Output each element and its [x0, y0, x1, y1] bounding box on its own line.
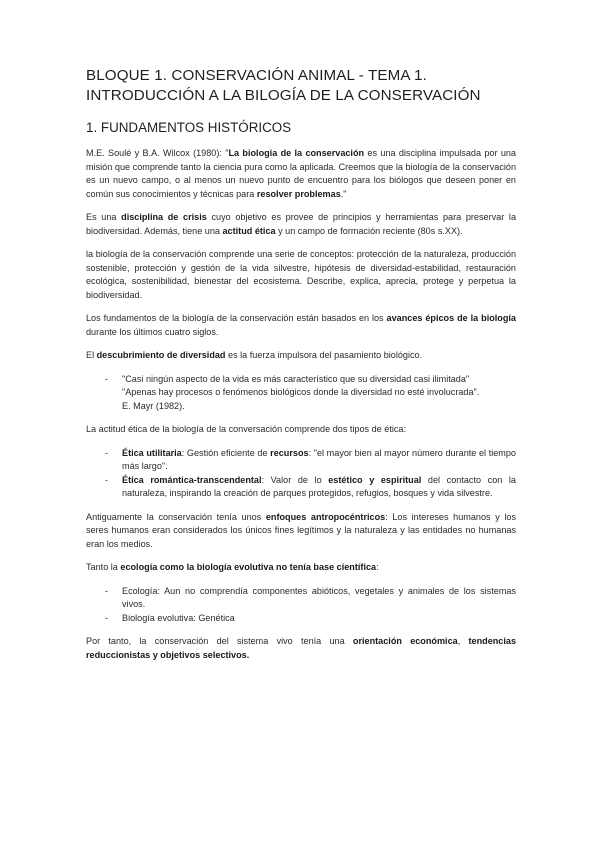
- text-span: del contacto con la naturaleza, inspirando la creación de parques protegidos, refugios, bosques y vida silvestre.: [122, 474, 516, 498]
- bold-term: Ética utilitaria: [122, 447, 182, 458]
- paragraph-concepts: la biología de la conservación comprende una serie de conceptos: protección de la naturaleza, producción sostenible, protección y gestión de la vida silvestre, hipótesis de diversidad-estabilidad, restauración ecológica, sostenibilidad, bienestar del ecosistema. Describe, explica, aprecia, protege y perpetua la biodiversidad.: [86, 249, 516, 300]
- text-span: Por tanto, la conservación del sistema vivo tenía una: [86, 636, 353, 646]
- document-title: BLOQUE 1. CONSERVACIÓN ANIMAL - TEMA 1. INTRODUCCIÓN A LA BILOGÍA DE LA CONSERVACIÓN: [86, 67, 481, 104]
- text-span: M.E. Soulé y B.A. Wilcox (1980): ": [86, 148, 229, 158]
- mayr-quote: [86, 373, 516, 414]
- list-item: [86, 474, 516, 501]
- bold-term: Ética romántica-transcendental: [122, 474, 262, 485]
- paragraph-science-base: [86, 561, 516, 575]
- bold-term: disciplina de crisis: [121, 212, 207, 222]
- quote-attribution: E. Mayr (1982).: [122, 400, 185, 411]
- text-span: ,: [457, 636, 469, 646]
- text-span: Biología evolutiva: Genética: [122, 612, 235, 623]
- dash-bullet: -: [105, 585, 109, 596]
- text-span: Los fundamentos de la biología de la conservación están basados en los: [86, 313, 387, 323]
- paragraph-foundations: [86, 312, 516, 339]
- text-span: y un campo de formación reciente (80s s.XX).: [275, 225, 463, 236]
- bold-term: recursos: [270, 447, 309, 458]
- ethics-list: [86, 447, 516, 501]
- text-span: Es una: [86, 212, 122, 222]
- bold-term: enfoques antropocéntricos: [265, 511, 386, 522]
- text-span: : Valor de lo: [261, 474, 329, 485]
- bold-term: actitud ética: [222, 225, 276, 236]
- bold-term: ecología como la biología evolutiva no tenía base científica: [120, 562, 377, 572]
- paragraph-anthropocentric: [86, 511, 516, 552]
- list-item: [86, 585, 516, 612]
- dash-bullet: -: [105, 447, 109, 458]
- text-span: cuyo objetivo es provee de principios y herramientas para preservar la biodiversidad. Además, tiene una: [86, 212, 517, 236]
- text-span: durante los últimos cuatro siglos.: [86, 326, 219, 337]
- bold-term: estético y espiritual: [328, 474, 422, 485]
- text-span: El: [86, 350, 97, 360]
- paragraph-ethics-intro: La actitud ética de la biología de la conversación comprende dos tipos de ética:: [86, 424, 406, 434]
- section-heading: 1. FUNDAMENTOS HISTÓRICOS: [86, 120, 292, 135]
- quote-line: "Apenas hay procesos o fenómenos biológicos donde la diversidad no esté involucrada".: [122, 387, 480, 397]
- dash-bullet: -: [105, 474, 109, 485]
- paragraph-definition: [86, 147, 516, 201]
- science-list: [86, 585, 516, 626]
- paragraph-diversity: [86, 349, 516, 363]
- bold-term: avances épicos de la biología: [386, 313, 516, 323]
- paragraph-crisis-discipline: [86, 211, 516, 238]
- bold-term: descubrimiento de diversidad: [96, 350, 226, 360]
- text-span: : Los intereses humanos y los seres humanos eran considerados los únicos fines legítimos y la naturaleza y las entidades no humanas eran los medios.: [86, 511, 516, 549]
- dash-bullet: -: [105, 373, 109, 384]
- text-span: es una disciplina impulsada por una misión que comprende tanto la ciencia pura como la aplicada. Creemos que la biología de la conservación es un nuevo campo, o al menos un nuevo punto de encuentro para los biólogos que deseen poner en común sus conocimientos y técnicas para: [86, 148, 516, 199]
- list-item: [86, 612, 516, 626]
- bold-term: tendencias reduccionistas y objetivos selectivos.: [86, 636, 517, 660]
- bold-term: orientación económica: [352, 636, 458, 646]
- text-span: Tanto la: [86, 562, 121, 572]
- dash-bullet: -: [105, 612, 109, 623]
- bold-term: resolver problemas: [256, 188, 341, 199]
- text-span: es la fuerza impulsora del pasamiento biológico.: [225, 350, 423, 360]
- text-span: .": [340, 188, 347, 199]
- text-span: Ecología: Aun no comprendía componentes abióticos, vegetales y animales de los sistemas vivos.: [122, 585, 516, 609]
- list-item: [86, 447, 516, 474]
- bold-term: La biología de la conservación: [228, 148, 365, 158]
- text-span: : "el mayor bien al mayor número durante el tiempo más largo".: [122, 447, 516, 471]
- document-page: [86, 66, 516, 672]
- paragraph-conclusion: [86, 635, 516, 662]
- text-span: : Gestión eficiente de: [181, 447, 271, 458]
- text-span: :: [376, 562, 379, 572]
- quote-line: "Casi ningún aspecto de la vida es más característico que su diversidad casi ilimitada": [122, 373, 470, 384]
- text-span: Antiguamente la conservación tenía unos: [86, 511, 266, 522]
